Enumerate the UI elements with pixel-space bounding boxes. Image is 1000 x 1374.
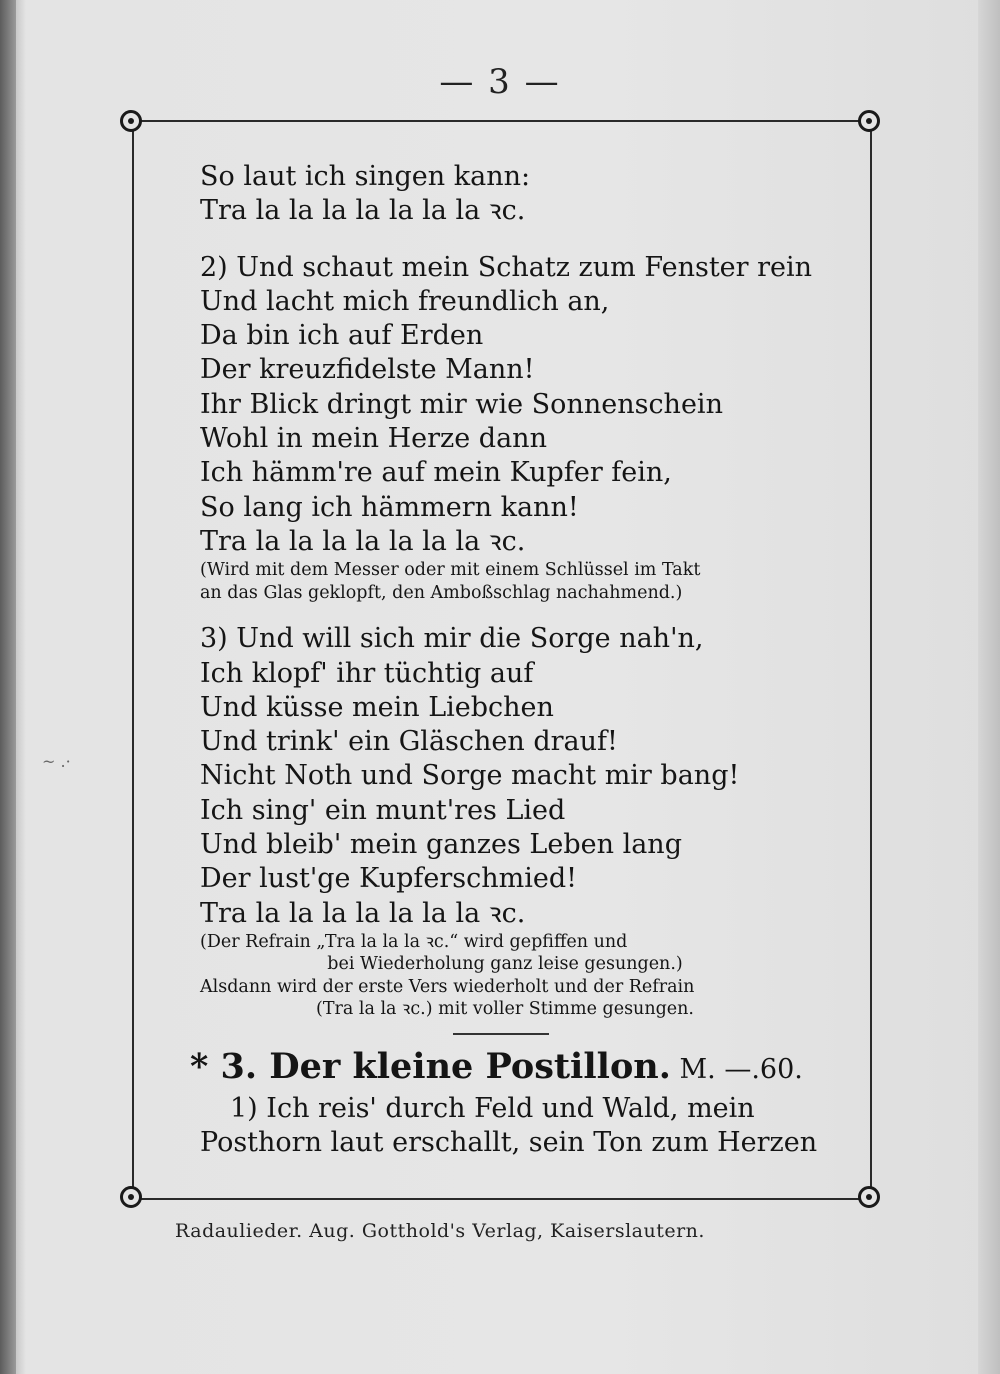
section-divider [453, 1033, 549, 1035]
publisher-footer: Radaulieder. Aug. Gotthold's Verlag, Kaiserslautern. [175, 1220, 705, 1242]
verse-line: 3) Und will sich mir die Sorge nah'n, [200, 623, 704, 655]
verse-line: Da bin ich auf Erden [200, 320, 484, 352]
verse-line: So laut ich singen kann: [200, 161, 531, 192]
song-price: M. —.60. [670, 1053, 803, 1085]
verse-line: Der kreuzfidelste Mann! [200, 354, 535, 386]
note-line: Alsdann wird der erste Vers wiederholt und der Refrain [200, 976, 695, 997]
stray-ink-mark: ~ .· [42, 752, 71, 771]
corner-ornament-icon [120, 110, 142, 132]
verse-line: 1) Ich reis' durch Feld und Wald, mein [230, 1092, 755, 1124]
verse-line: Ich sing' ein munt'res Lied [200, 794, 566, 826]
verse-line: So lang ich hämmern kann! [200, 491, 579, 523]
page-edge [978, 0, 1000, 1374]
page-number: — 3 — [439, 62, 561, 102]
verse-line: Wohl in mein Herze dann [200, 423, 547, 455]
corner-ornament-icon [120, 1186, 142, 1208]
verse-line: Und küsse mein Liebchen [200, 691, 554, 723]
verse-line: Und bleib' mein ganzes Leben lang [200, 829, 682, 861]
corner-ornament-icon [858, 110, 880, 132]
verse-line: Ihr Blick dringt mir wie Sonnenschein [200, 388, 723, 420]
stanza-1-end [200, 160, 820, 229]
note-line: an das Glas geklopft, den Amboßschlag nachahmend.) [200, 582, 683, 603]
verse-line: Nicht Noth und Sorge macht mir bang! [200, 760, 740, 792]
note-line: (Tra la la ꝛc.) mit voller Stimme gesungen. [316, 999, 694, 1020]
verse-line: Und trink' ein Gläschen drauf! [200, 726, 618, 758]
refrain-line: Tra la la la la la la la ꝛc. [200, 897, 526, 929]
song-title: * 3. Der kleine Postillon. [190, 1045, 671, 1087]
performance-note [200, 559, 820, 604]
song-text [190, 160, 820, 1161]
refrain-line: Tra la la la la la la la ꝛc. [200, 195, 526, 227]
book-spine [0, 0, 16, 1374]
refrain-line: Tra la la la la la la la ꝛc. [200, 525, 526, 557]
refrain-note [200, 931, 820, 1021]
verse-line: 2) Und schaut mein Schatz zum Fenster rein [200, 251, 813, 283]
verse-line: Ich hämm're auf mein Kupfer fein, [200, 457, 672, 489]
note-line: bei Wiederholung ganz leise gesungen.) [327, 954, 683, 975]
note-line: (Der Refrain „Tra la la la ꝛc.“ wird gepfiffen und [200, 931, 628, 952]
verse-line: Ich klopf' ihr tüchtig auf [200, 657, 534, 689]
song-heading [190, 1045, 820, 1092]
note-line: (Wird mit dem Messer oder mit einem Schlüssel im Takt [200, 560, 701, 581]
stanza-3 [200, 622, 820, 931]
verse-line: Der lust'ge Kupferschmied! [200, 863, 577, 895]
corner-ornament-icon [858, 1186, 880, 1208]
stanza-2 [200, 251, 820, 560]
verse-line: Und lacht mich freundlich an, [200, 285, 610, 317]
verse-line: Posthorn laut erschallt, sein Ton zum Herzen [200, 1127, 818, 1159]
